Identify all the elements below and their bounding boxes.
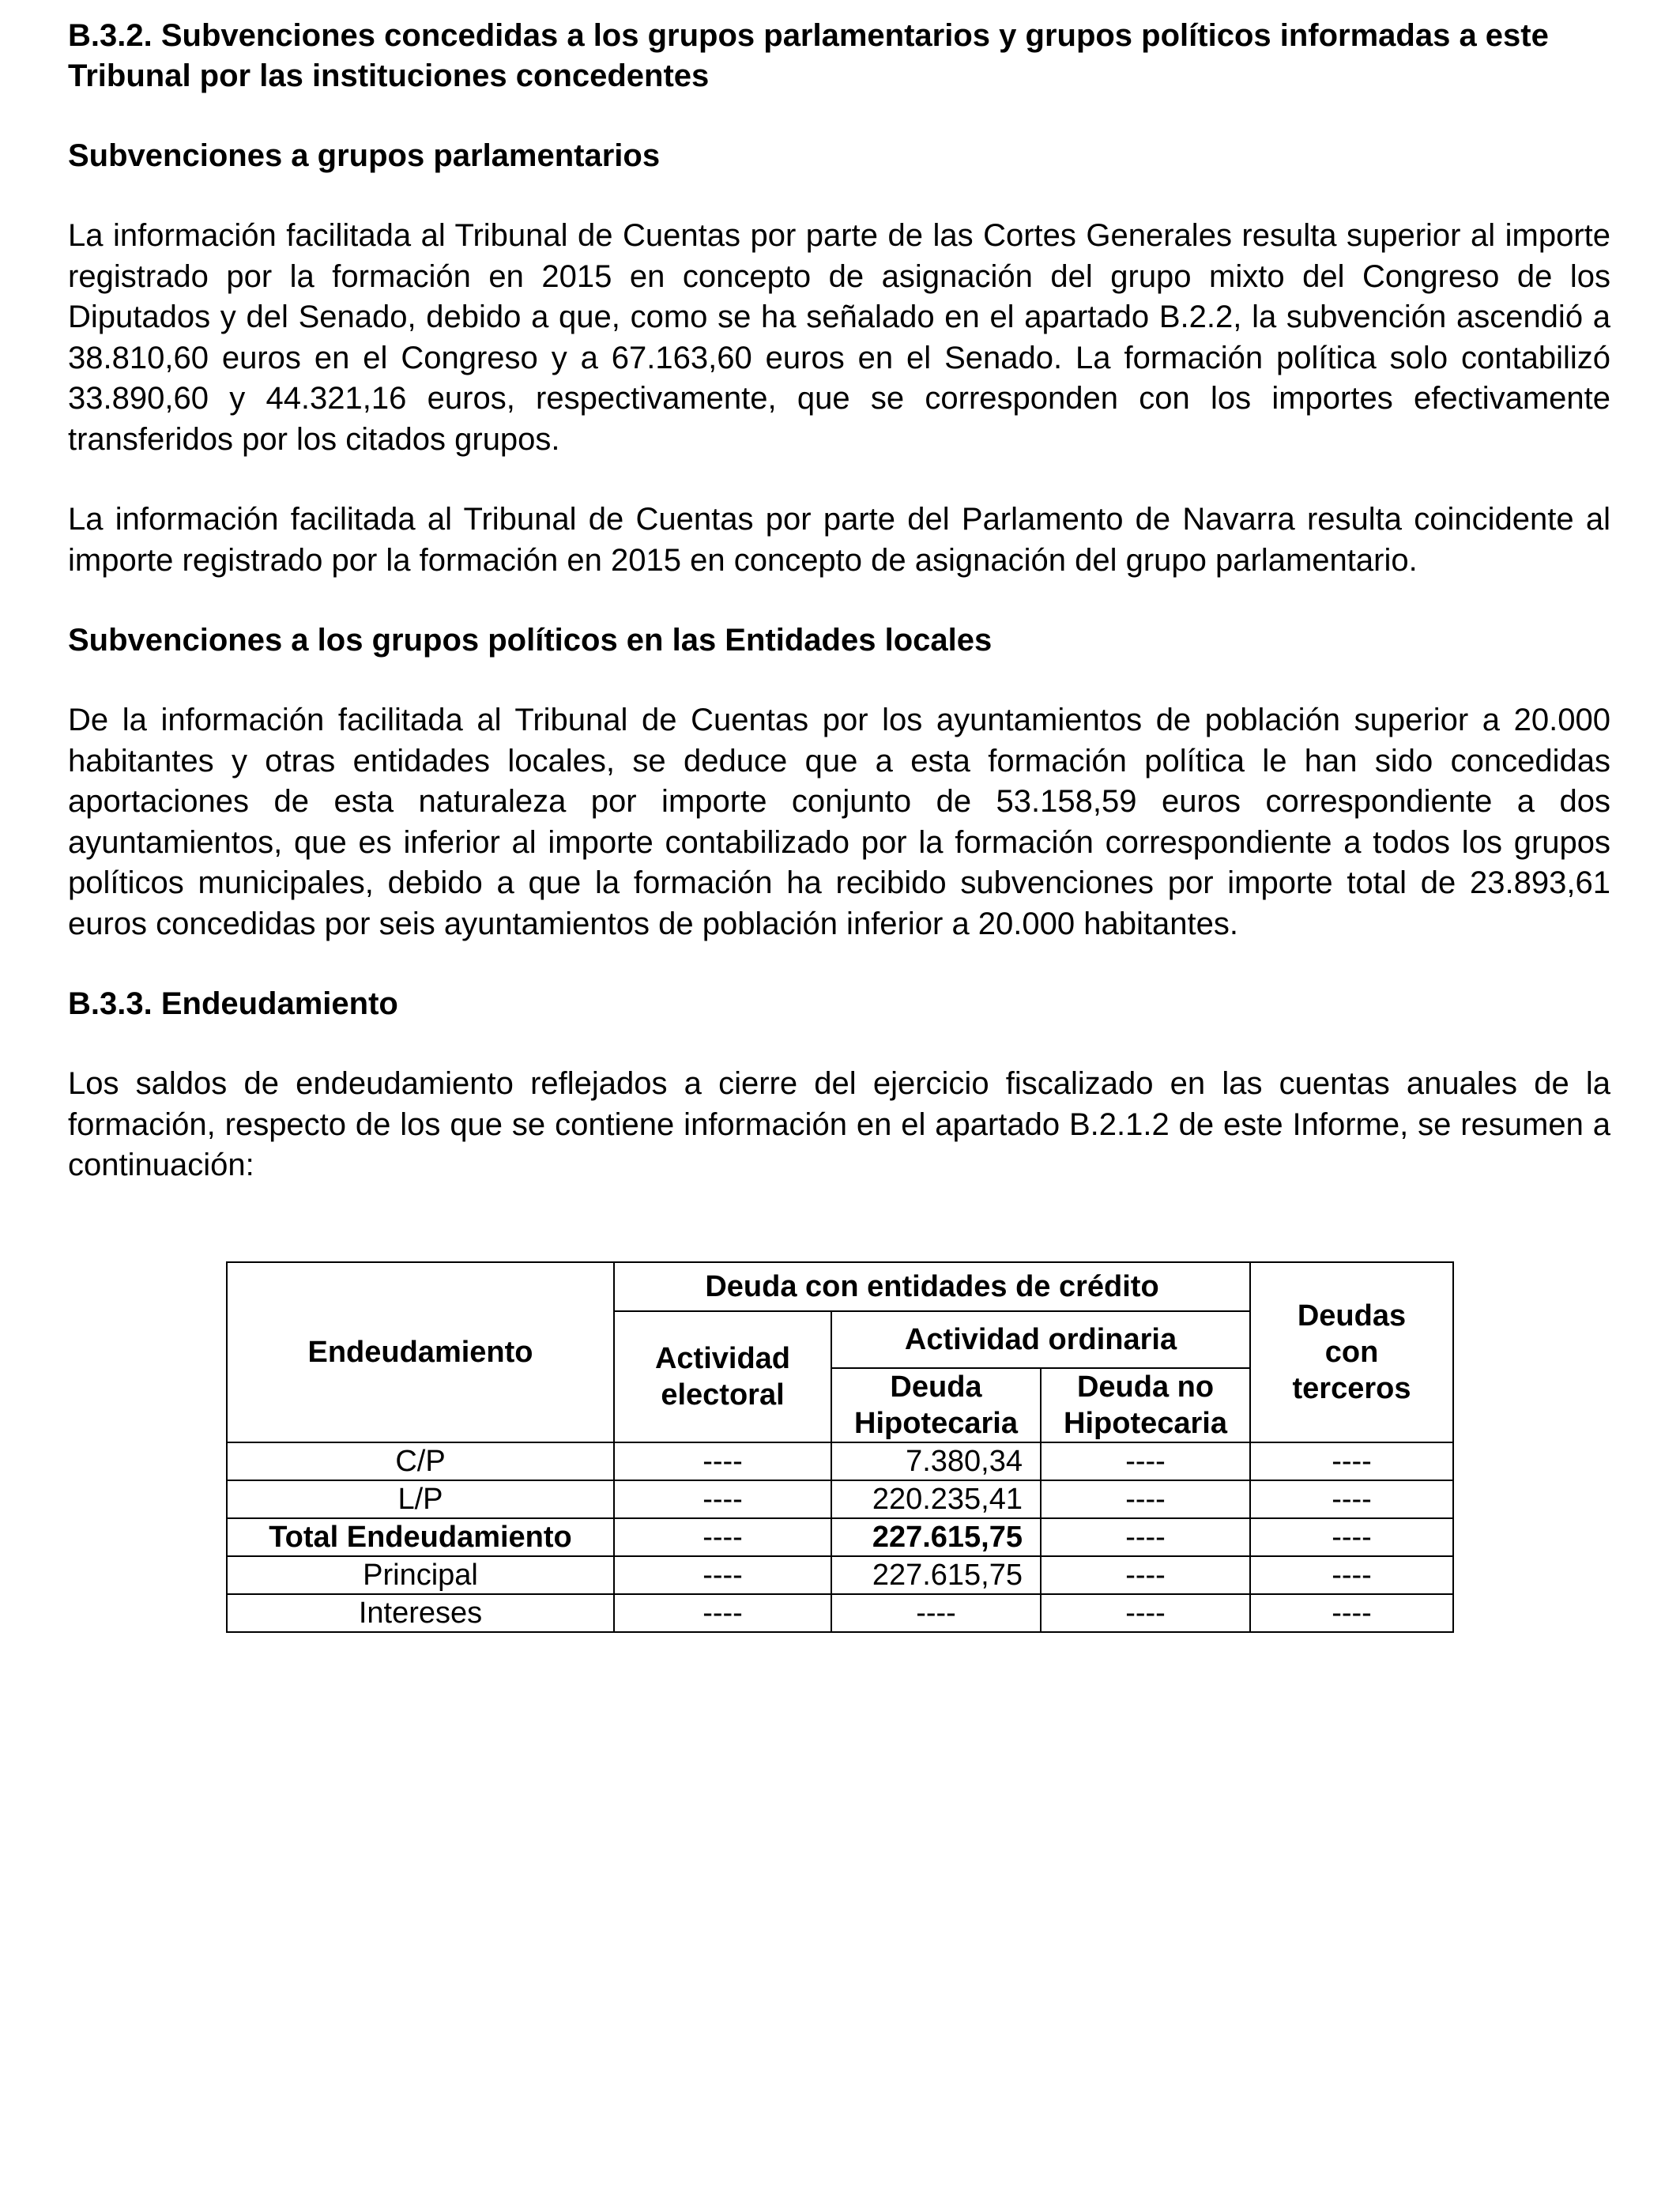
header-deuda-entidades-credito: Deuda con entidades de crédito — [614, 1262, 1250, 1311]
spacer — [68, 661, 1610, 700]
spacer — [68, 96, 1610, 136]
endeudamiento-table — [226, 1261, 1454, 1633]
cell-deudas-terceros: ---- — [1250, 1442, 1453, 1480]
row-label: Intereses — [227, 1594, 614, 1632]
cell-actividad-electoral: ---- — [614, 1480, 831, 1518]
section-b32-title: B.3.2. Subvenciones concedidas a los grupos parlamentarios y grupos políticos informadas a este Tribunal por las instituciones concedentes — [68, 18, 1549, 93]
cell-deuda-no-hipotecaria: ---- — [1041, 1518, 1250, 1556]
header-deuda-no-hipotecaria — [1041, 1368, 1250, 1442]
table-row — [227, 1442, 1453, 1480]
cell-deudas-terceros: ---- — [1250, 1480, 1453, 1518]
table-row — [227, 1480, 1453, 1518]
cell-deuda-no-hipotecaria: ---- — [1041, 1442, 1250, 1480]
header-deuda-no-hipotecaria-label: Deuda no Hipotecaria — [1064, 1370, 1227, 1440]
cell-actividad-electoral: ---- — [614, 1442, 831, 1480]
header-deudas-con-terceros — [1250, 1262, 1453, 1442]
header-endeudamiento: Endeudamiento — [227, 1262, 614, 1442]
cell-deuda-hipotecaria: 227.615,75 — [831, 1518, 1041, 1556]
header-deuda-hipotecaria — [831, 1368, 1041, 1442]
header-deudas-con-terceros-label: Deudas con terceros — [1292, 1299, 1411, 1405]
spacer — [68, 1186, 1610, 1261]
cell-actividad-electoral: ---- — [614, 1594, 831, 1632]
cell-deuda-hipotecaria: 7.380,34 — [831, 1442, 1041, 1480]
spacer — [68, 176, 1610, 216]
row-label: C/P — [227, 1442, 614, 1480]
cell-actividad-electoral: ---- — [614, 1556, 831, 1594]
spacer — [68, 581, 1610, 620]
paragraph-parlamento-navarra: La información facilitada al Tribunal de Cuentas por parte del Parlamento de Navarra resulta coincidente al importe registrado por la formación en 2015 en concepto de asignación del grupo parlamentario. — [68, 502, 1610, 578]
header-deuda-hipotecaria-label: Deuda Hipotecaria — [854, 1370, 1018, 1440]
spacer — [68, 1024, 1610, 1064]
cell-deuda-no-hipotecaria: ---- — [1041, 1594, 1250, 1632]
cell-deuda-no-hipotecaria: ---- — [1041, 1480, 1250, 1518]
row-label: Total Endeudamiento — [227, 1518, 614, 1556]
row-label: L/P — [227, 1480, 614, 1518]
spacer — [68, 460, 1610, 499]
cell-deuda-hipotecaria: 227.615,75 — [831, 1556, 1041, 1594]
cell-deudas-terceros: ---- — [1250, 1556, 1453, 1594]
table-row-total — [227, 1518, 1453, 1556]
header-actividad-ordinaria: Actividad ordinaria — [831, 1311, 1250, 1368]
table-row — [227, 1594, 1453, 1632]
cell-deudas-terceros: ---- — [1250, 1518, 1453, 1556]
spacer — [68, 944, 1610, 984]
paragraph-endeudamiento: Los saldos de endeudamiento reflejados a cierre del ejercicio fiscalizado en las cuentas anuales de la formación, respecto de los que se contiene información en el apartado B.2.1.2 de este Informe, se resumen a continuación: — [68, 1066, 1610, 1182]
cell-deuda-hipotecaria: 220.235,41 — [831, 1480, 1041, 1518]
table-row — [227, 1556, 1453, 1594]
document-page — [68, 16, 1610, 1633]
subsection-entidades-locales-title: Subvenciones a los grupos políticos en las Entidades locales — [68, 623, 993, 658]
cell-actividad-electoral: ---- — [614, 1518, 831, 1556]
cell-deudas-terceros: ---- — [1250, 1594, 1453, 1632]
header-actividad-electoral — [614, 1311, 831, 1442]
row-label: Principal — [227, 1556, 614, 1594]
subsection-grupos-parlamentarios-title: Subvenciones a grupos parlamentarios — [68, 138, 661, 173]
paragraph-entidades-locales: De la información facilitada al Tribunal de Cuentas por los ayuntamientos de población superior a 20.000 habitantes y otras entidades locales, se deduce que a esta formación política le han sido concedidas aportaciones de esta naturaleza por importe conjunto de 53.158,59 euros correspondiente a dos ayuntamientos, que es inferior al importe contabilizado por la formación correspondiente a todos los grupos políticos municipales, debido a que la formación ha recibido subvenciones por importe total de 23.893,61 euros concedidas por seis ayuntamientos de población inferior a 20.000 habitantes. — [68, 703, 1610, 941]
section-b33-title: B.3.3. Endeudamiento — [68, 986, 398, 1021]
cell-deuda-no-hipotecaria: ---- — [1041, 1556, 1250, 1594]
cell-deuda-hipotecaria: ---- — [831, 1594, 1041, 1632]
paragraph-cortes-generales: La información facilitada al Tribunal de Cuentas por parte de las Cortes Generales resulta superior al importe registrado por la formación en 2015 en concepto de asignación del grupo mixto del Congreso de los Diputados y del Senado, debido a que, como se ha señalado en el apartado B.2.2, la subvención ascendió a 38.810,60 euros en el Congreso y a 67.163,60 euros en el Senado. La formación política solo contabilizó 33.890,60 y 44.321,16 euros, respectivamente, que se corresponden con los importes efectivamente transferidos por los citados grupos. — [68, 218, 1610, 457]
header-actividad-electoral-label: Actividad electoral — [654, 1341, 791, 1412]
